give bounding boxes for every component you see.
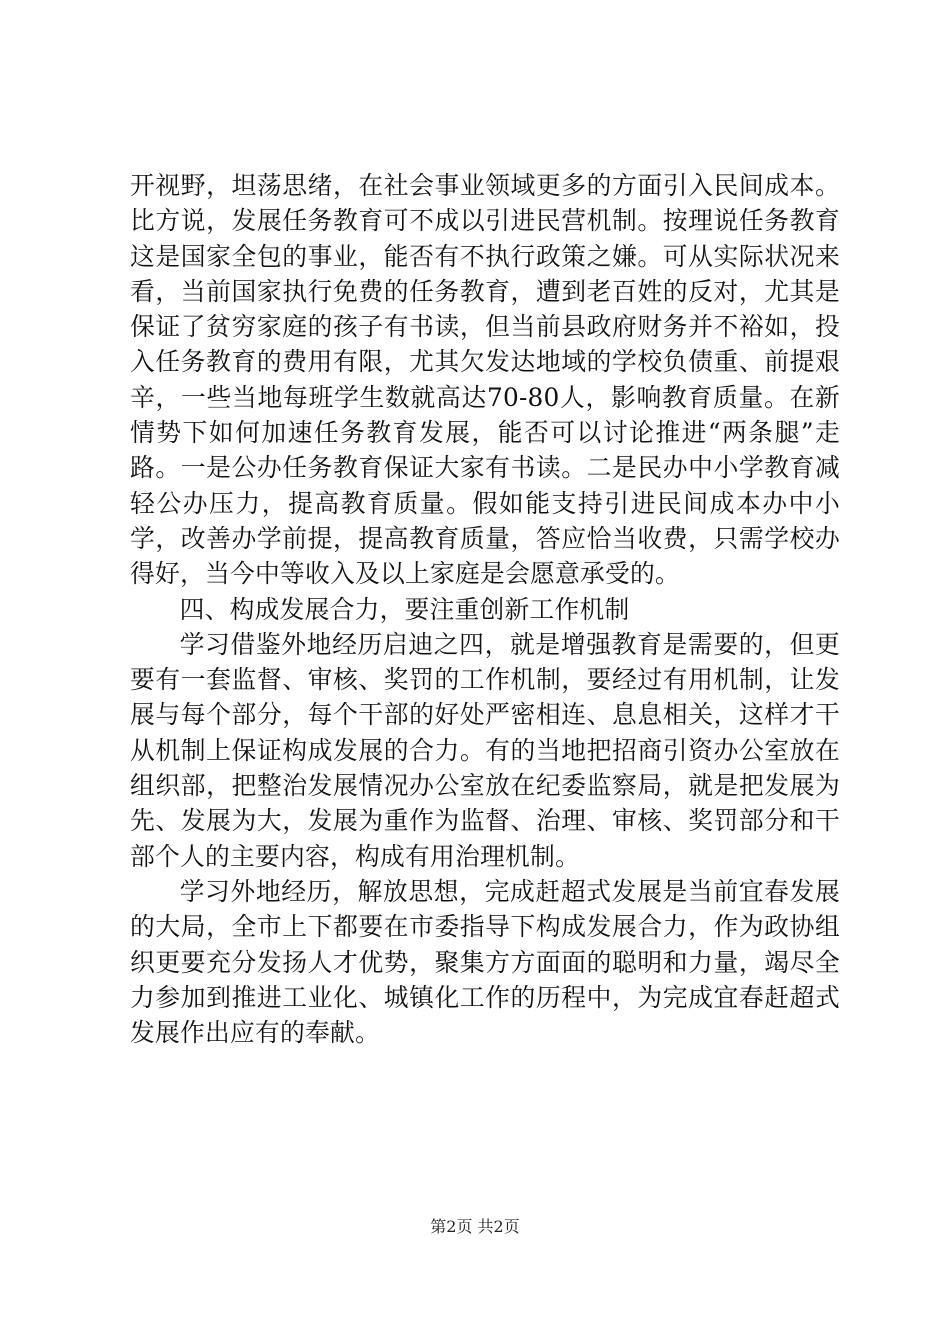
page-footer — [0, 1217, 950, 1237]
section-heading-4: 四、构成发展合力，要注重创新工作机制 — [179, 594, 630, 624]
body-paragraph-3: 学习外地经历，解放思想，完成赶超式发展是当前宜春发展的大局，全市上下都要在市委指导下构成发展合力，作为政协组织更要充分发扬人才优势，聚集方方面面的聪明和力量，竭尽全力参加到推进工业化、城镇化工作的历程中，为完成宜春赶超式发展作出应有的奉献。 — [130, 876, 840, 1048]
document-body — [130, 168, 840, 1050]
body-paragraph-2: 学习借鉴外地经历启迪之四，就是增强教育是需要的，但更要有一套监督、审核、奖罚的工作机制，要经过有用机制，让发展与每个部分，每个干部的好处严密相连、息息相关，这样才干从机制上保证构成发展的合力。有的当地把招商引资办公室放在组织部，把整治发展情况办公室放在纪委监察局，就是把发展为先、发展为大，发展为重作为监督、治理、审核、奖罚部分和干部个人的主要内容，构成有用治理机制。 — [130, 629, 840, 871]
body-paragraph-1: 开视野，坦荡思绪，在社会事业领域更多的方面引入民间成本。比方说，发展任务教育可不成以引进民营机制。按理说任务教育这是国家全包的事业，能否有不执行政策之嫌。可从实际状况来看，当前国家执行免费的任务教育，遭到老百姓的反对，尤其是保证了贫穷家庭的孩子有书读，但当前县政府财务并不裕如，投入任务教育的费用有限，尤其欠发达地域的学校负债重、前提艰辛，一些当地每班学生数就高达70-80人，影响教育质量。在新情势下如何加速任务教育发展，能否可以讨论推进“两条腿”走路。一是公办任务教育保证大家有书读。二是民办中小学教育减轻公办压力，提高教育质量。假如能支持引进民间成本办中小学，改善办学前提，提高教育质量，答应恰当收费，只需学校办得好，当今中等收入及以上家庭是会愿意承受的。 — [130, 171, 840, 589]
page-number: 第2页 共2页 — [430, 1217, 520, 1236]
